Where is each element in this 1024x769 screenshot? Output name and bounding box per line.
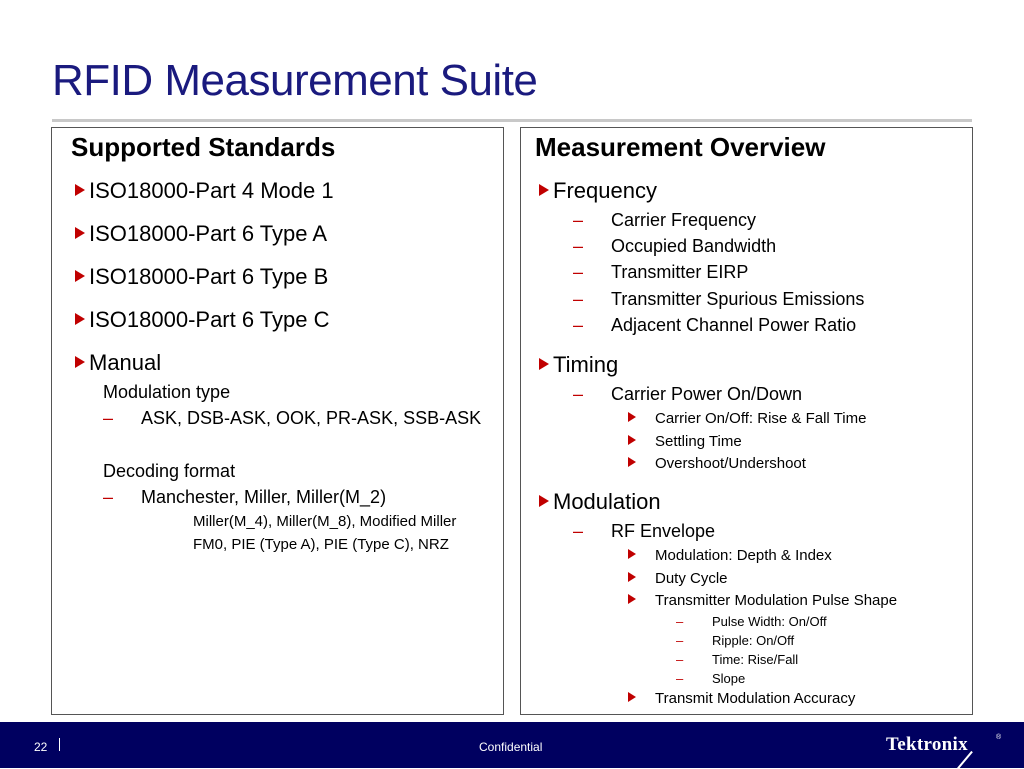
timing-subitem: Carrier Power On/Down [611, 384, 803, 404]
dash-icon: – [676, 614, 684, 629]
frequency-item: Adjacent Channel Power Ratio [611, 315, 857, 335]
standard-item: ISO18000-Part 6 Type A [75, 221, 327, 247]
standard-item: ISO18000-Part 4 Mode 1 [75, 178, 334, 204]
timing-category: Timing [539, 352, 618, 378]
bullet-triangle-icon [628, 692, 636, 702]
pulse-shape-item: Time: Rise/Fall [712, 652, 799, 667]
supported-standards-heading: Supported Standards [71, 132, 336, 162]
frequency-item: Transmitter EIRP [611, 262, 749, 282]
dash-icon: – [676, 671, 684, 686]
frequency-item: Transmitter Spurious Emissions [611, 289, 865, 309]
timing-item: Overshoot/Undershoot [628, 455, 636, 472]
title-divider [52, 119, 972, 122]
dash-icon: – [573, 521, 584, 541]
timing-item: Carrier On/Off: Rise & Fall Time [628, 410, 636, 427]
dash-icon: – [573, 289, 584, 309]
measurement-overview-heading: Measurement Overview [535, 132, 826, 162]
dash-icon: – [676, 633, 684, 648]
standard-item: ISO18000-Part 6 Type C [75, 307, 330, 333]
frequency-item: Occupied Bandwidth [611, 236, 777, 256]
bullet-triangle-icon [628, 457, 636, 467]
bullet-triangle-icon [75, 184, 85, 196]
bullet-triangle-icon [539, 358, 549, 370]
modulation-type-label: Modulation type [103, 382, 231, 402]
dash-icon: – [573, 236, 584, 256]
bullet-triangle-icon [539, 495, 549, 507]
frequency-item: Carrier Frequency [611, 210, 757, 230]
registered-mark: ® [996, 734, 1002, 741]
timing-item: Settling Time [628, 433, 636, 450]
bullet-triangle-icon [628, 412, 636, 422]
modulation-category: Modulation [539, 489, 661, 515]
page-number-separator [59, 738, 60, 751]
pulse-shape-item: Slope [712, 671, 746, 686]
bullet-triangle-icon [75, 227, 85, 239]
confidential-label: Confidential [479, 740, 543, 754]
modulation-item: Transmit Modulation Accuracy [628, 690, 636, 707]
pulse-shape-item: Ripple: On/Off [712, 633, 795, 648]
footer-bar [0, 722, 1024, 768]
modulation-item: Transmitter Modulation Pulse Shape [628, 592, 636, 609]
dash-icon: – [103, 408, 114, 428]
page-number: 22 [34, 740, 48, 754]
bullet-triangle-icon [628, 549, 636, 559]
dash-icon: – [103, 487, 114, 507]
decoding-format-line2: Miller(M_4), Miller(M_8), Modified Miller [193, 513, 457, 530]
modulation-subitem: RF Envelope [611, 521, 716, 541]
modulation-item: Duty Cycle [628, 570, 636, 587]
measurement-overview-panel [520, 127, 973, 715]
modulation-type-values: ASK, DSB-ASK, OOK, PR-ASK, SSB-ASK [141, 408, 482, 428]
dash-icon: – [573, 315, 584, 335]
bullet-triangle-icon [628, 572, 636, 582]
frequency-category: Frequency [539, 178, 657, 204]
pulse-shape-item: Pulse Width: On/Off [712, 614, 827, 629]
dash-icon: – [573, 210, 584, 230]
supported-standards-panel [51, 127, 504, 715]
standard-item-manual: Manual [75, 350, 161, 376]
bullet-triangle-icon [539, 184, 549, 196]
bullet-triangle-icon [628, 594, 636, 604]
decoding-format-label: Decoding format [103, 461, 236, 481]
bullet-triangle-icon [628, 435, 636, 445]
decoding-format-line3: FM0, PIE (Type A), PIE (Type C), NRZ [193, 536, 449, 553]
dash-icon: – [573, 384, 584, 404]
bullet-triangle-icon [75, 356, 85, 368]
dash-icon: – [573, 262, 584, 282]
modulation-item: Modulation: Depth & Index [628, 547, 636, 564]
dash-icon: – [676, 652, 684, 667]
slide-title: RFID Measurement Suite [52, 56, 538, 105]
bullet-triangle-icon [75, 313, 85, 325]
tektronix-logo: Tektronix [886, 734, 968, 755]
standard-item: ISO18000-Part 6 Type B [75, 264, 328, 290]
bullet-triangle-icon [75, 270, 85, 282]
decoding-format-line1: Manchester, Miller, Miller(M_2) [141, 487, 387, 507]
